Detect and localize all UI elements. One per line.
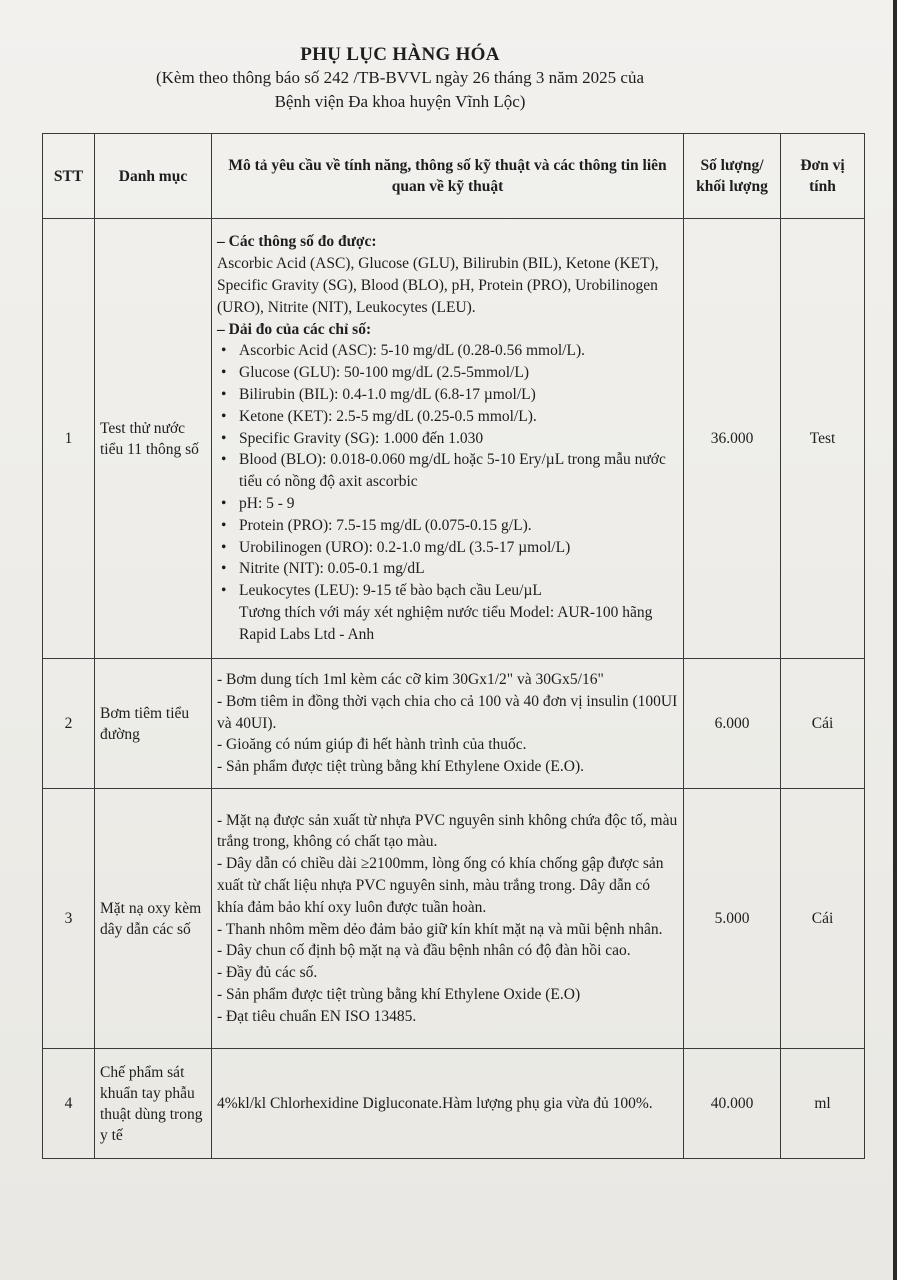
- row-quantity: 36.000: [684, 219, 781, 659]
- list-item: • Blood (BLO): 0.018-0.060 mg/dL hoặc 5-10 Ery/µL trong mẫu nước tiểu có nồng độ axit ascorbic: [239, 449, 678, 493]
- row-description: [212, 219, 684, 659]
- description-line: - Thanh nhôm mềm dẻo đảm bảo giữ kín khít mặt nạ và mũi bệnh nhân.: [217, 920, 663, 938]
- table-row: [43, 219, 865, 659]
- list-item: • Nitrite (NIT): 0.05-0.1 mg/dL: [239, 558, 678, 580]
- goods-table: [42, 133, 865, 1159]
- row-category: Bơm tiêm tiểu đường: [95, 659, 212, 789]
- description-line: - Đạt tiêu chuẩn EN ISO 13485.: [217, 1007, 417, 1025]
- description-line: 4%kl/kl Chlorhexidine Digluconate.Hàm lượng phụ gia vừa đủ 100%.: [217, 1094, 653, 1112]
- range-list: [217, 340, 678, 602]
- row-category: Test thử nước tiểu 11 thông số: [95, 219, 212, 659]
- row-description: [212, 659, 684, 789]
- description-line: - Sản phẩm được tiệt trùng bằng khí Ethylene Oxide (E.O).: [217, 758, 584, 776]
- row-description: [212, 789, 684, 1049]
- description-line: - Mặt nạ được sản xuất từ nhựa PVC nguyên sinh không chứa độc tố, màu trắng trong, không có chất tạo màu.: [217, 811, 678, 851]
- measured-heading: – Các thông số đo được:: [217, 233, 377, 251]
- row-category: Chế phẩm sát khuẩn tay phẫu thuật dùng trong y tế: [95, 1049, 212, 1159]
- header-category: Danh mục: [95, 134, 212, 219]
- row-unit: ml: [781, 1049, 865, 1159]
- row-stt: 3: [43, 789, 95, 1049]
- list-item: • pH: 5 - 9: [239, 493, 678, 515]
- table-row: [43, 659, 865, 789]
- range-heading: – Dải đo của các chỉ số:: [217, 320, 372, 338]
- table-header-row: [43, 134, 865, 219]
- list-item: • Leukocytes (LEU): 9-15 tế bào bạch cầu Leu/µL: [239, 580, 678, 602]
- header-stt: STT: [43, 134, 95, 219]
- description-line: - Bơm tiêm in đồng thời vạch chia cho cả 100 và 40 đơn vị insulin (100UI và 40UI).: [217, 692, 678, 732]
- list-item: • Bilirubin (BIL): 0.4-1.0 mg/dL (6.8-17 µmol/L): [239, 384, 678, 406]
- description-line: - Sản phẩm được tiệt trùng bằng khí Ethylene Oxide (E.O): [217, 985, 581, 1003]
- list-item: • Ketone (KET): 2.5-5 mg/dL (0.25-0.5 mmol/L).: [239, 406, 678, 428]
- list-item: • Urobilinogen (URO): 0.2-1.0 mg/dL (3.5-17 µmol/L): [239, 537, 678, 559]
- header-unit: Đơn vị tính: [781, 134, 865, 219]
- row-category: Mặt nạ oxy kèm dây dẫn các số: [95, 789, 212, 1049]
- header-quantity: Số lượng/ khối lượng: [684, 134, 781, 219]
- row-stt: 4: [43, 1049, 95, 1159]
- description-line: - Bơm dung tích 1ml kèm các cỡ kim 30Gx1/2" và 30Gx5/16": [217, 671, 604, 688]
- document-title: PHỤ LỤC HÀNG HÓA: [300, 44, 500, 65]
- measured-text: Ascorbic Acid (ASC), Glucose (GLU), Bilirubin (BIL), Ketone (KET), Specific Gravity (SG), Blood (BLO), pH, Protein (PRO), Urobilinogen (URO), Nitrite (NIT), Leukocytes (LEU).: [217, 255, 659, 316]
- table-row: [43, 789, 865, 1049]
- document-subtitle: [40, 66, 760, 114]
- list-item: • Glucose (GLU): 50-100 mg/dL (2.5-5mmol/L): [239, 362, 678, 384]
- compatibility-note: Tương thích với máy xét nghiệm nước tiểu Model: AUR-100 hãng Rapid Labs Ltd - Anh: [239, 603, 653, 643]
- subtitle-line-1: (Kèm theo thông báo số 242 /TB-BVVL ngày 26 tháng 3 năm 2025 của: [155, 68, 645, 87]
- row-quantity: 5.000: [684, 789, 781, 1049]
- description-line: - Gioăng có núm giúp đi hết hành trình của thuốc.: [217, 736, 527, 754]
- row-stt: 1: [43, 219, 95, 659]
- row-quantity: 6.000: [684, 659, 781, 789]
- header-description: Mô tả yêu cầu về tính năng, thông số kỹ thuật và các thông tin liên quan về kỹ thuật: [212, 134, 684, 219]
- list-item: • Ascorbic Acid (ASC): 5-10 mg/dL (0.28-0.56 mmol/L).: [239, 340, 678, 362]
- row-description: [212, 1049, 684, 1159]
- row-stt: 2: [43, 659, 95, 789]
- description-line: - Dây dẫn có chiều dài ≥2100mm, lòng ống có khía chống gập được sản xuất từ chất liệu nhựa PVC nguyên sinh, màu trắng trong. Dây dẫn có khía đảm bảo khí oxy luôn được tuần hoàn.: [217, 855, 664, 916]
- table-row: [43, 1049, 865, 1159]
- list-item: • Protein (PRO): 7.5-15 mg/dL (0.075-0.15 g/L).: [239, 515, 678, 537]
- row-unit: Test: [781, 219, 865, 659]
- row-unit: Cái: [781, 659, 865, 789]
- row-quantity: 40.000: [684, 1049, 781, 1159]
- description-line: - Đầy đủ các số.: [217, 964, 318, 982]
- list-item: • Specific Gravity (SG): 1.000 đến 1.030: [239, 428, 678, 450]
- description-line: - Dây chun cố định bộ mặt nạ và đầu bệnh nhân có độ đàn hồi cao.: [217, 942, 631, 960]
- row-unit: Cái: [781, 789, 865, 1049]
- subtitle-line-2: Bệnh viện Đa khoa huyện Vĩnh Lộc): [274, 92, 526, 111]
